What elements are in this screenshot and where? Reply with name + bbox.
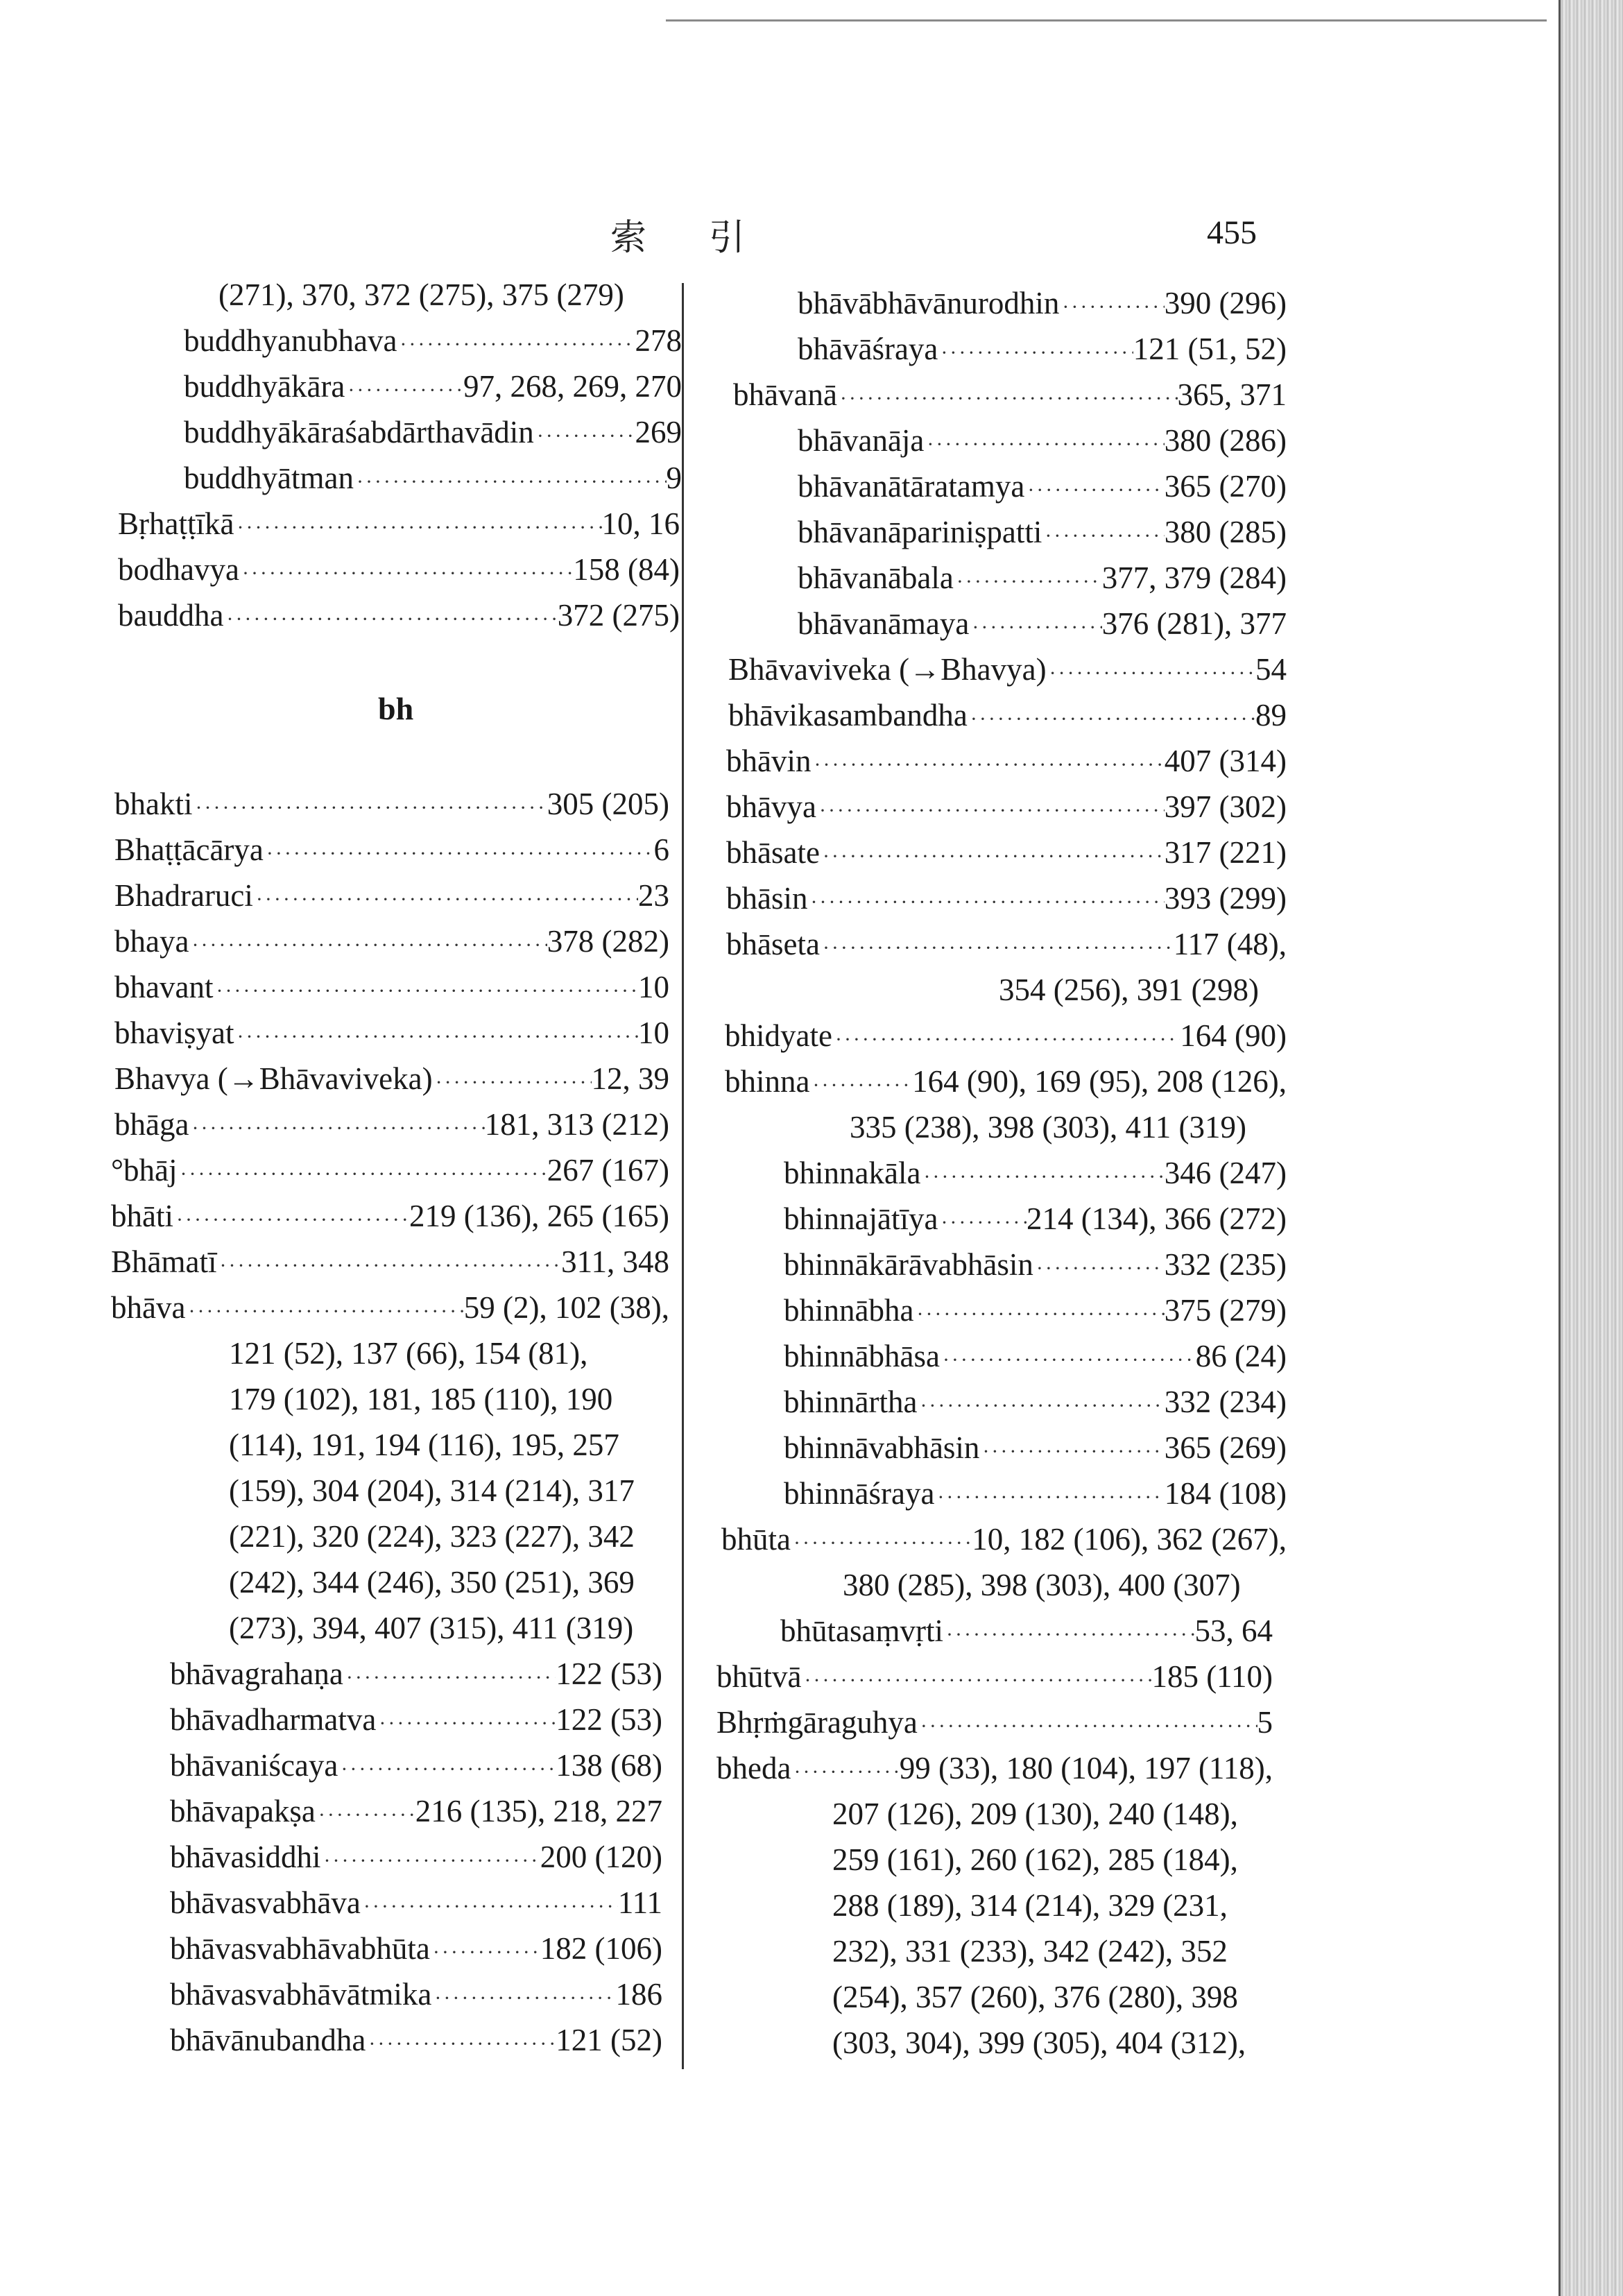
entry-term: bhidyate (725, 1018, 832, 1053)
entry-refs: 332 (234) (1164, 1385, 1287, 1419)
continuation-line: 259 (161), 260 (162), 285 (184), (832, 1842, 1238, 1877)
leader-dots (185, 1292, 463, 1332)
entry-refs: 305 (205) (547, 787, 669, 821)
leader-dots (177, 1154, 547, 1194)
entry-term: bhāga (114, 1107, 189, 1142)
leader-dots (917, 1386, 1164, 1426)
leader-dots (934, 1477, 1164, 1518)
entry-refs: 317 (221) (1164, 835, 1287, 870)
entry-term: bhinnakāla (784, 1156, 921, 1190)
index-entry (170, 1837, 662, 1877)
continuation-line: 179 (102), 181, 185 (110), 190 (229, 1382, 613, 1416)
index-entry (114, 967, 669, 1007)
leader-dots (943, 1615, 1195, 1655)
leader-dots (801, 1661, 1151, 1701)
book-page-edge (1558, 0, 1623, 2296)
entry-refs: 380 (285) (1164, 515, 1287, 549)
entry-refs: 186 (615, 1977, 662, 2012)
entry-refs: 365, 371 (1177, 377, 1287, 412)
entry-refs: 267 (167) (547, 1153, 669, 1188)
index-entry (784, 1244, 1287, 1285)
index-entry (798, 558, 1287, 598)
entry-refs: 10 (638, 970, 669, 1004)
index-entry (721, 1519, 1287, 1559)
entry-refs: 121 (51, 52) (1133, 332, 1287, 366)
entry-refs: 214 (134), 366 (272) (1027, 1201, 1287, 1236)
index-entry (118, 549, 680, 590)
leader-dots (264, 834, 654, 874)
entry-refs: 59 (2), 102 (38), (463, 1290, 669, 1325)
entry-refs: 377, 379 (284) (1101, 560, 1287, 595)
entry-refs: 99 (33), 180 (104), 197 (118), (899, 1751, 1273, 1785)
entry-term: bhāvanā (733, 377, 837, 412)
leader-dots (534, 416, 635, 456)
entry-term: bauddha (118, 598, 224, 633)
entry-refs: 397 (302) (1164, 789, 1287, 824)
leader-dots (234, 1017, 638, 1057)
leader-dots (216, 1246, 561, 1286)
leader-dots (366, 2024, 556, 2064)
entry-refs: 346 (247) (1164, 1156, 1287, 1190)
leader-dots (954, 562, 1102, 602)
entry-refs: 89 (1255, 698, 1287, 733)
entry-term: bhūtasaṃvṛti (780, 1613, 943, 1648)
continuation-line: (242), 344 (246), 350 (251), 369 (229, 1565, 635, 1600)
entry-term: Bhadraruci (114, 878, 253, 913)
index-entry (114, 921, 669, 961)
index-entry (725, 1061, 1287, 1102)
entry-term: bhāvya (726, 789, 816, 824)
leader-dots (234, 508, 601, 548)
index-entry (170, 1928, 662, 1969)
entry-term: buddhyākāra (184, 369, 345, 404)
entry-refs: 10, 182 (106), 362 (267), (972, 1522, 1287, 1557)
entry-refs: 86 (24) (1195, 1339, 1287, 1373)
index-entry (184, 320, 682, 361)
entry-refs: 311, 348 (561, 1244, 669, 1279)
continuation-line: 121 (52), 137 (66), 154 (81), (229, 1336, 588, 1371)
entry-refs: 5 (1257, 1705, 1273, 1740)
index-entry (716, 1702, 1273, 1742)
index-entry (798, 512, 1287, 552)
entry-refs: 117 (48), (1173, 927, 1287, 961)
index-entry (170, 1883, 662, 1923)
entry-term: Bhṛṁgāraguhya (716, 1705, 918, 1740)
leader-dots (837, 379, 1178, 419)
index-entry (784, 1336, 1287, 1376)
entry-refs: 6 (653, 832, 669, 867)
entry-term: bhinnāvabhāsin (784, 1430, 980, 1465)
index-entry (170, 1654, 662, 1694)
entry-refs: 53, 64 (1194, 1613, 1273, 1648)
leader-dots (433, 1063, 592, 1103)
entry-refs: 164 (90) (1180, 1018, 1287, 1053)
entry-term: bhāvanāja (798, 423, 925, 458)
continuation-line: (159), 304 (204), 314 (214), 317 (229, 1473, 635, 1508)
entry-term: bhāvasiddhi (170, 1840, 321, 1874)
index-entry (114, 1059, 669, 1099)
entry-term: bhāvaniścaya (170, 1748, 338, 1783)
entry-refs: 393 (299) (1164, 881, 1287, 916)
leader-dots (924, 425, 1164, 465)
index-entry (798, 283, 1287, 323)
index-entry (111, 1242, 669, 1282)
entry-refs: 111 (617, 1885, 662, 1920)
entry-term: bhāvanāmaya (798, 606, 970, 641)
index-entry (118, 504, 680, 544)
entry-term: bhūta (721, 1522, 791, 1557)
index-entry (784, 1473, 1287, 1514)
index-entry (784, 1428, 1287, 1468)
index-entry (726, 832, 1287, 873)
continuation-line: (221), 320 (224), 323 (227), 342 (229, 1519, 635, 1554)
leader-dots (940, 1340, 1196, 1380)
entry-term: bhāvasvabhāvātmika (170, 1977, 432, 2012)
entry-term: Bṛhaṭṭīkā (118, 506, 234, 541)
entry-term: bhavant (114, 970, 214, 1004)
entry-term: bhinnāśraya (784, 1476, 935, 1511)
continuation-line: 380 (285), 398 (303), 400 (307) (843, 1568, 1241, 1602)
leader-dots (223, 599, 557, 640)
entry-term: bhūtvā (716, 1659, 802, 1694)
entry-term: buddhyātman (184, 461, 354, 495)
leader-dots (809, 1065, 912, 1106)
entry-refs: 54 (1255, 652, 1287, 687)
leader-dots (820, 837, 1165, 877)
leader-dots (253, 880, 638, 920)
entry-term: bhāsin (726, 881, 808, 916)
index-entry (184, 458, 682, 498)
leader-dots (354, 462, 667, 502)
leader-dots (938, 333, 1133, 373)
entry-term: bhinnābha (784, 1293, 914, 1328)
entry-refs: 365 (270) (1164, 469, 1287, 504)
leader-dots (397, 325, 635, 365)
leader-dots (316, 1795, 415, 1835)
leader-dots (213, 971, 638, 1011)
leader-dots (920, 1157, 1164, 1197)
entry-term: bhinnārtha (784, 1385, 918, 1419)
leader-dots (816, 791, 1165, 831)
entry-term: buddhyanubhava (184, 323, 397, 358)
entry-refs: 219 (136), 265 (165) (409, 1199, 669, 1233)
index-entry (111, 1287, 669, 1328)
entry-refs: 181, 313 (212) (484, 1107, 669, 1142)
entry-term: bhāvikasambandha (728, 698, 968, 733)
index-entry (114, 784, 669, 824)
entry-refs: 121 (52) (556, 2023, 662, 2057)
entry-term: Bhāmatī (111, 1244, 217, 1279)
leader-dots (376, 1704, 556, 1744)
entry-term: bhaviṣyat (114, 1016, 234, 1050)
continuation-line: 335 (238), 398 (303), 411 (319) (850, 1110, 1246, 1145)
entry-term: bhāsate (726, 835, 820, 870)
leader-dots (918, 1706, 1257, 1747)
leader-dots (192, 788, 547, 828)
entry-refs: 278 (635, 323, 682, 358)
index-entry (798, 603, 1287, 644)
entry-refs: 269 (635, 415, 682, 449)
entry-term: bheda (716, 1751, 791, 1785)
entry-term: bhāvasvabhāvabhūta (170, 1931, 430, 1966)
leader-dots (791, 1752, 899, 1792)
entry-term: bhāvasvabhāva (170, 1885, 361, 1920)
index-entry (798, 420, 1287, 461)
leader-dots (173, 1200, 409, 1240)
index-entry (114, 875, 669, 916)
entry-refs: 184 (108) (1164, 1476, 1287, 1511)
entry-refs: 182 (106) (540, 1931, 662, 1966)
index-entry (114, 1013, 669, 1053)
entry-refs: 158 (84) (573, 552, 680, 587)
entry-term: °bhāj (111, 1153, 178, 1188)
index-entry (184, 412, 682, 452)
running-header-title: 索引 (610, 219, 808, 258)
index-entry (114, 1104, 669, 1145)
index-entry (726, 924, 1287, 964)
entry-term: bhāvābhāvānurodhin (798, 286, 1060, 320)
leader-dots (431, 1978, 615, 2019)
continuation-line: (273), 394, 407 (315), 411 (319) (229, 1611, 634, 1645)
entry-term: Bhāvaviveka (→Bhavya) (728, 652, 1047, 687)
entry-term: bhinnākārāvabhāsin (784, 1247, 1033, 1282)
leader-dots (430, 1933, 540, 1973)
leader-dots (979, 1432, 1164, 1472)
entry-refs: 365 (269) (1164, 1430, 1287, 1465)
index-entry (170, 2020, 662, 2060)
index-entry (784, 1290, 1287, 1330)
index-entry (111, 1150, 669, 1190)
entry-refs: 216 (135), 218, 227 (415, 1794, 662, 1828)
index-entry (716, 1748, 1273, 1788)
entry-term: bodhavya (118, 552, 239, 587)
entry-refs: 9 (666, 461, 682, 495)
entry-term: bhinnābhāsa (784, 1339, 940, 1373)
leader-dots (968, 699, 1255, 739)
continuation-line: 207 (126), 209 (130), 240 (148), (832, 1797, 1238, 1831)
continuation-line: (303, 304), 399 (305), 404 (312), (832, 2025, 1246, 2060)
continuation-line: (271), 370, 372 (275), 375 (279) (218, 277, 624, 312)
leader-dots (791, 1523, 972, 1563)
entry-refs: 407 (314) (1164, 744, 1287, 778)
index-entry (725, 1016, 1287, 1056)
top-edge-rule (666, 19, 1547, 22)
section-heading: bh (378, 691, 414, 726)
entry-refs: 332 (235) (1164, 1247, 1287, 1282)
leader-dots (189, 1108, 484, 1149)
leader-dots (811, 745, 1164, 785)
entry-term: bhāvānubandha (170, 2023, 366, 2057)
entry-refs: 12, 39 (591, 1061, 669, 1096)
leader-dots (938, 1203, 1027, 1243)
index-entry (170, 1699, 662, 1740)
continuation-line: 354 (256), 391 (298) (999, 973, 1259, 1007)
leader-dots (1033, 1249, 1165, 1289)
entry-refs: 185 (110) (1151, 1659, 1273, 1694)
entry-refs: 200 (120) (540, 1840, 662, 1874)
entry-refs: 390 (296) (1164, 286, 1287, 320)
leader-dots (361, 1887, 618, 1927)
entry-refs: 97, 268, 269, 270 (463, 369, 682, 404)
leader-dots (832, 1020, 1180, 1060)
index-entry (114, 830, 669, 870)
leader-dots (808, 882, 1165, 923)
index-entry (733, 375, 1287, 415)
index-entry (170, 1791, 662, 1831)
leader-dots (1024, 470, 1164, 511)
index-entry (170, 1745, 662, 1785)
entry-term: bhāvanātāratamya (798, 469, 1025, 504)
entry-refs: 164 (90), 169 (95), 208 (126), (912, 1064, 1287, 1099)
page-number: 455 (1207, 214, 1257, 251)
entry-term: bhāvanābala (798, 560, 954, 595)
leader-dots (343, 1658, 556, 1698)
index-entry (784, 1382, 1287, 1422)
entry-term: bhāseta (726, 927, 820, 961)
index-entry (798, 329, 1287, 369)
entry-term: Bhaṭṭācārya (114, 832, 264, 867)
entry-term: bhāvadharmatva (170, 1702, 377, 1737)
index-entry (726, 878, 1287, 918)
entry-refs: 10 (638, 1016, 669, 1050)
entry-refs: 138 (68) (556, 1748, 662, 1783)
entry-refs: 376 (281), 377 (1101, 606, 1287, 641)
entry-term: bhinnajātīya (784, 1201, 938, 1236)
index-entry (784, 1153, 1287, 1193)
entry-refs: 122 (53) (556, 1702, 662, 1737)
entry-refs: 380 (286) (1164, 423, 1287, 458)
entry-term: bhāvāśraya (798, 332, 938, 366)
index-entry (798, 466, 1287, 506)
index-entry (111, 1196, 669, 1236)
index-entry (716, 1656, 1273, 1697)
index-entry (726, 741, 1287, 781)
index-entry (726, 787, 1287, 827)
entry-term: bhinna (725, 1064, 810, 1099)
entry-term: bhāvanāpariniṣpatti (798, 515, 1042, 549)
leader-dots (1059, 287, 1164, 327)
entry-term: bhaya (114, 924, 189, 959)
entry-refs: 122 (53) (556, 1656, 662, 1691)
entry-refs: 375 (279) (1164, 1293, 1287, 1328)
leader-dots (820, 928, 1174, 968)
column-divider (682, 283, 684, 2069)
continuation-line: (254), 357 (260), 376 (280), 398 (832, 1980, 1238, 2014)
leader-dots (1047, 653, 1255, 694)
index-entry (118, 595, 680, 635)
entry-term: Bhavya (→Bhāvaviveka) (114, 1061, 433, 1096)
entry-term: bhakti (114, 787, 193, 821)
continuation-line: (114), 191, 194 (116), 195, 257 (229, 1428, 619, 1462)
leader-dots (239, 554, 573, 594)
index-entry (170, 1974, 662, 2014)
index-entry (184, 366, 682, 406)
entry-refs: 372 (275) (557, 598, 680, 633)
entry-term: buddhyākāraśabdārthavādin (184, 415, 534, 449)
entry-term: bhāvagrahaṇa (170, 1656, 343, 1691)
index-entry (784, 1199, 1287, 1239)
index-entry (780, 1611, 1273, 1651)
index-entry (728, 695, 1287, 735)
index-entry (728, 649, 1287, 689)
entry-term: bhāvapakṣa (170, 1794, 316, 1828)
entry-refs: 23 (638, 878, 669, 913)
leader-dots (338, 1749, 556, 1790)
entry-term: bhāti (111, 1199, 173, 1233)
entry-refs: 10, 16 (601, 506, 680, 541)
leader-dots (345, 370, 463, 411)
leader-dots (913, 1294, 1164, 1335)
entry-term: bhāva (111, 1290, 186, 1325)
leader-dots (969, 608, 1101, 648)
continuation-line: 232), 331 (233), 342 (242), 352 (832, 1934, 1228, 1969)
leader-dots (1042, 516, 1164, 556)
entry-term: bhāvin (726, 744, 812, 778)
entry-refs: 378 (282) (547, 924, 669, 959)
leader-dots (189, 925, 547, 966)
leader-dots (320, 1841, 540, 1881)
continuation-line: 288 (189), 314 (214), 329 (231, (832, 1888, 1228, 1923)
